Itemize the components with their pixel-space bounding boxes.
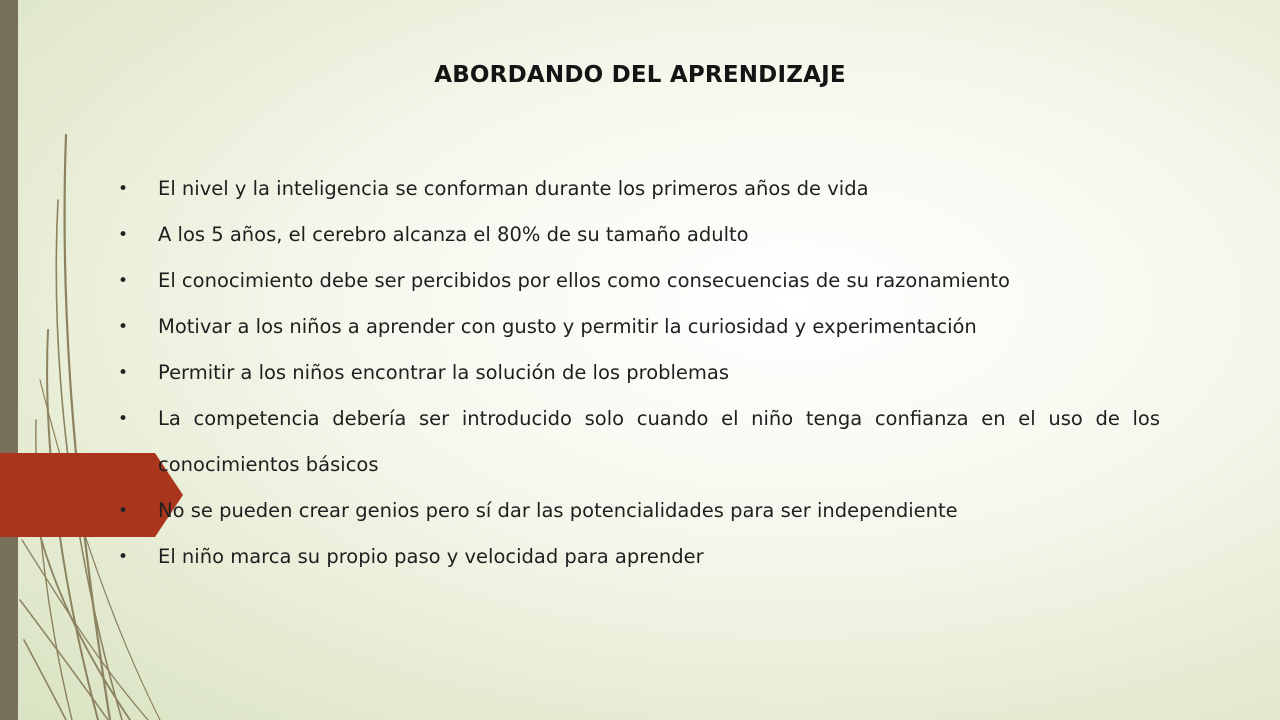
slide-title: ABORDANDO DEL APRENDIZAJE: [434, 62, 846, 88]
bullet-list: [118, 166, 1160, 580]
bullet-item: • La competencia debería ser introducido solo cuando el niño tenga confianza en el uso de los conocimientos básicos: [118, 396, 1160, 488]
bullet-item: • No se pueden crear genios pero sí dar las potencialidades para ser independiente: [118, 488, 1160, 534]
bullet-item: • Permitir a los niños encontrar la solución de los problemas: [118, 350, 1160, 396]
bullet-item: • Motivar a los niños a aprender con gusto y permitir la curiosidad y experimentación: [118, 304, 1160, 350]
bullet-item: • El nivel y la inteligencia se conforman durante los primeros años de vida: [118, 166, 1160, 212]
bullet-item: • A los 5 años, el cerebro alcanza el 80% de su tamaño adulto: [118, 212, 1160, 258]
bullet-item: • El conocimiento debe ser percibidos por ellos como consecuencias de su razonamiento: [118, 258, 1160, 304]
bullet-item: • El niño marca su propio paso y velocidad para aprender: [118, 534, 1160, 580]
